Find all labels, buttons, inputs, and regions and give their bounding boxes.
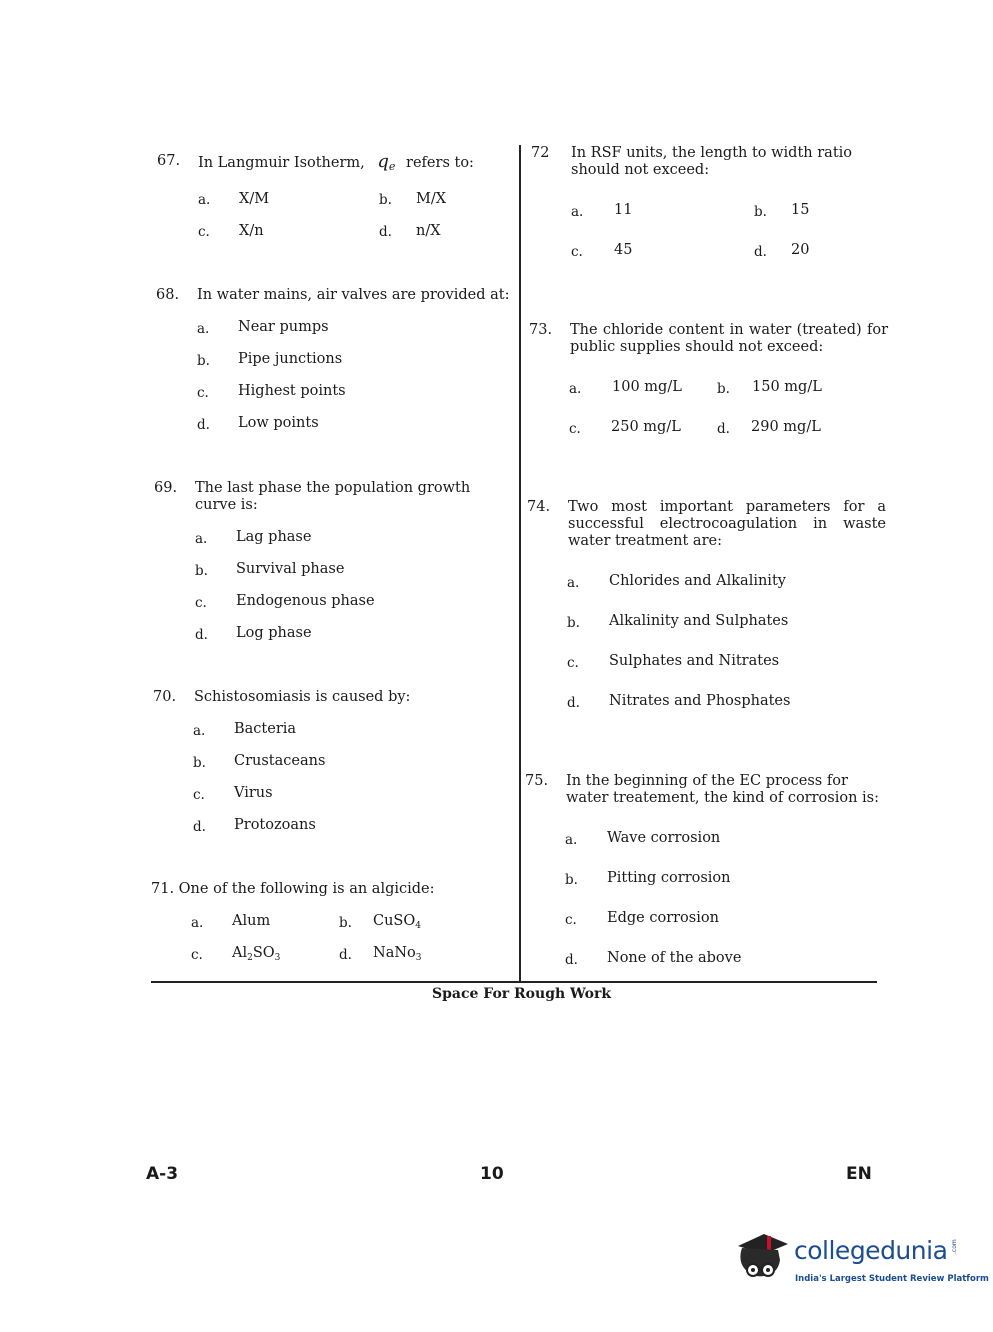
option-letter: d. [754, 244, 767, 260]
question-number: 69. [154, 480, 178, 496]
option-text: 100 mg/L [612, 379, 682, 395]
option-text: 45 [614, 242, 633, 258]
option-letter: a. [567, 575, 580, 591]
option-letter: d. [339, 947, 352, 963]
option-letter: a. [197, 321, 210, 337]
option-letter: b. [197, 353, 210, 369]
option-letter: a. [191, 915, 204, 931]
option-text: Pitting corrosion [607, 870, 731, 886]
question-number: 71. [151, 881, 175, 897]
logo-wordmark: collegedunia [794, 1236, 948, 1265]
question-number: 75. [525, 773, 549, 789]
option-text: NaNo$_3$ [373, 945, 422, 963]
option-letter: b. [193, 755, 206, 771]
option-text: Near pumps [238, 319, 329, 335]
question-text: In the beginning of the EC process for water treatement, the kind of corrosion is: [566, 773, 879, 806]
option-letter: c. [565, 912, 577, 928]
option-text: 15 [791, 202, 810, 218]
question-text: In RSF units, the length to width ratio should not exceed: [571, 145, 853, 178]
option-text: CuSO$_4$ [373, 913, 421, 931]
question-number: 73. [529, 322, 553, 338]
option-letter: c. [193, 787, 205, 803]
option-text: Nitrates and Phosphates [609, 693, 791, 709]
question-text: In Langmuir Isotherm, $q_e$ refers to: [198, 151, 474, 173]
option-text: Lag phase [236, 529, 312, 545]
option-letter: a. [565, 832, 578, 848]
option-letter: b. [379, 192, 392, 208]
option-letter: d. [197, 417, 210, 433]
option-text: 150 mg/L [752, 379, 822, 395]
option-text: Survival phase [236, 561, 345, 577]
option-text: n/X [416, 223, 441, 239]
option-letter: a. [198, 192, 211, 208]
language-code: EN [846, 1164, 872, 1184]
option-text: Pipe junctions [238, 351, 343, 367]
mascot-icon [734, 1226, 792, 1284]
rough-work-label: Space For Rough Work [432, 986, 612, 1002]
option-letter: a. [195, 531, 208, 547]
logo-tagline: India's Largest Student Review Platform [795, 1274, 989, 1284]
question-text: The last phase the population growth curve is: [195, 480, 471, 513]
option-letter: b. [565, 872, 578, 888]
option-text: Sulphates and Nitrates [609, 653, 780, 669]
option-text: $Al_2SO_3$ [232, 945, 281, 963]
option-text: M/X [416, 191, 447, 207]
logo-dotcom: .com [951, 1239, 958, 1254]
option-letter: c. [195, 595, 207, 611]
question-number: 68. [156, 287, 180, 303]
option-text: Chlorides and Alkalinity [609, 573, 786, 589]
option-text: Protozoans [234, 817, 316, 833]
option-text: Bacteria [234, 721, 297, 737]
option-text: 20 [791, 242, 810, 258]
option-letter: d. [717, 421, 730, 437]
footer-code: A-3 [146, 1164, 179, 1184]
option-text: Low points [238, 415, 319, 431]
option-letter: a. [193, 723, 206, 739]
option-text: Highest points [238, 383, 346, 399]
page-number: 10 [480, 1164, 504, 1184]
option-letter: b. [567, 615, 580, 631]
option-text: Log phase [236, 625, 312, 641]
option-text: Alum [232, 913, 271, 929]
question-text: In water mains, air valves are provided at: [197, 287, 510, 303]
question-text: 71. One of the following is an algicide: [151, 881, 435, 897]
option-text: 290 mg/L [751, 419, 821, 435]
option-text: 11 [614, 202, 633, 218]
option-letter: b. [339, 915, 352, 931]
option-letter: b. [754, 204, 767, 220]
option-letter: b. [195, 563, 208, 579]
question-number: 74. [527, 499, 551, 515]
option-text: Alkalinity and Sulphates [609, 613, 789, 629]
option-letter: a. [569, 381, 582, 397]
option-letter: c. [197, 385, 209, 401]
option-text: Edge corrosion [607, 910, 719, 926]
question-number: 67. [157, 153, 181, 169]
option-text: Wave corrosion [607, 830, 721, 846]
option-letter: c. [571, 244, 583, 260]
option-text: X/n [239, 223, 264, 239]
option-text: None of the above [607, 950, 742, 966]
option-letter: c. [567, 655, 579, 671]
option-text: Crustaceans [234, 753, 326, 769]
option-text: Virus [234, 785, 273, 801]
option-letter: c. [198, 224, 210, 240]
option-text: Endogenous phase [236, 593, 375, 609]
option-letter: b. [717, 381, 730, 397]
question-number: 72 [531, 145, 550, 161]
column-divider [519, 145, 521, 983]
option-letter: d. [195, 627, 208, 643]
option-text: 250 mg/L [611, 419, 681, 435]
question-text: Schistosomiasis is caused by: [194, 689, 411, 705]
option-letter: c. [191, 947, 203, 963]
question-text: Two most important parameters for a successful electrocoagulation in waste water treatment are: [568, 499, 886, 549]
bottom-rule [151, 981, 877, 983]
option-text: X/M [239, 191, 270, 207]
option-letter: d. [379, 224, 392, 240]
option-letter: d. [193, 819, 206, 835]
option-letter: d. [567, 695, 580, 711]
option-letter: d. [565, 952, 578, 968]
question-number: 70. [153, 689, 177, 705]
question-text: The chloride content in water (treated) for public supplies should not exceed: [570, 322, 888, 355]
option-letter: a. [571, 204, 584, 220]
option-letter: c. [569, 421, 581, 437]
